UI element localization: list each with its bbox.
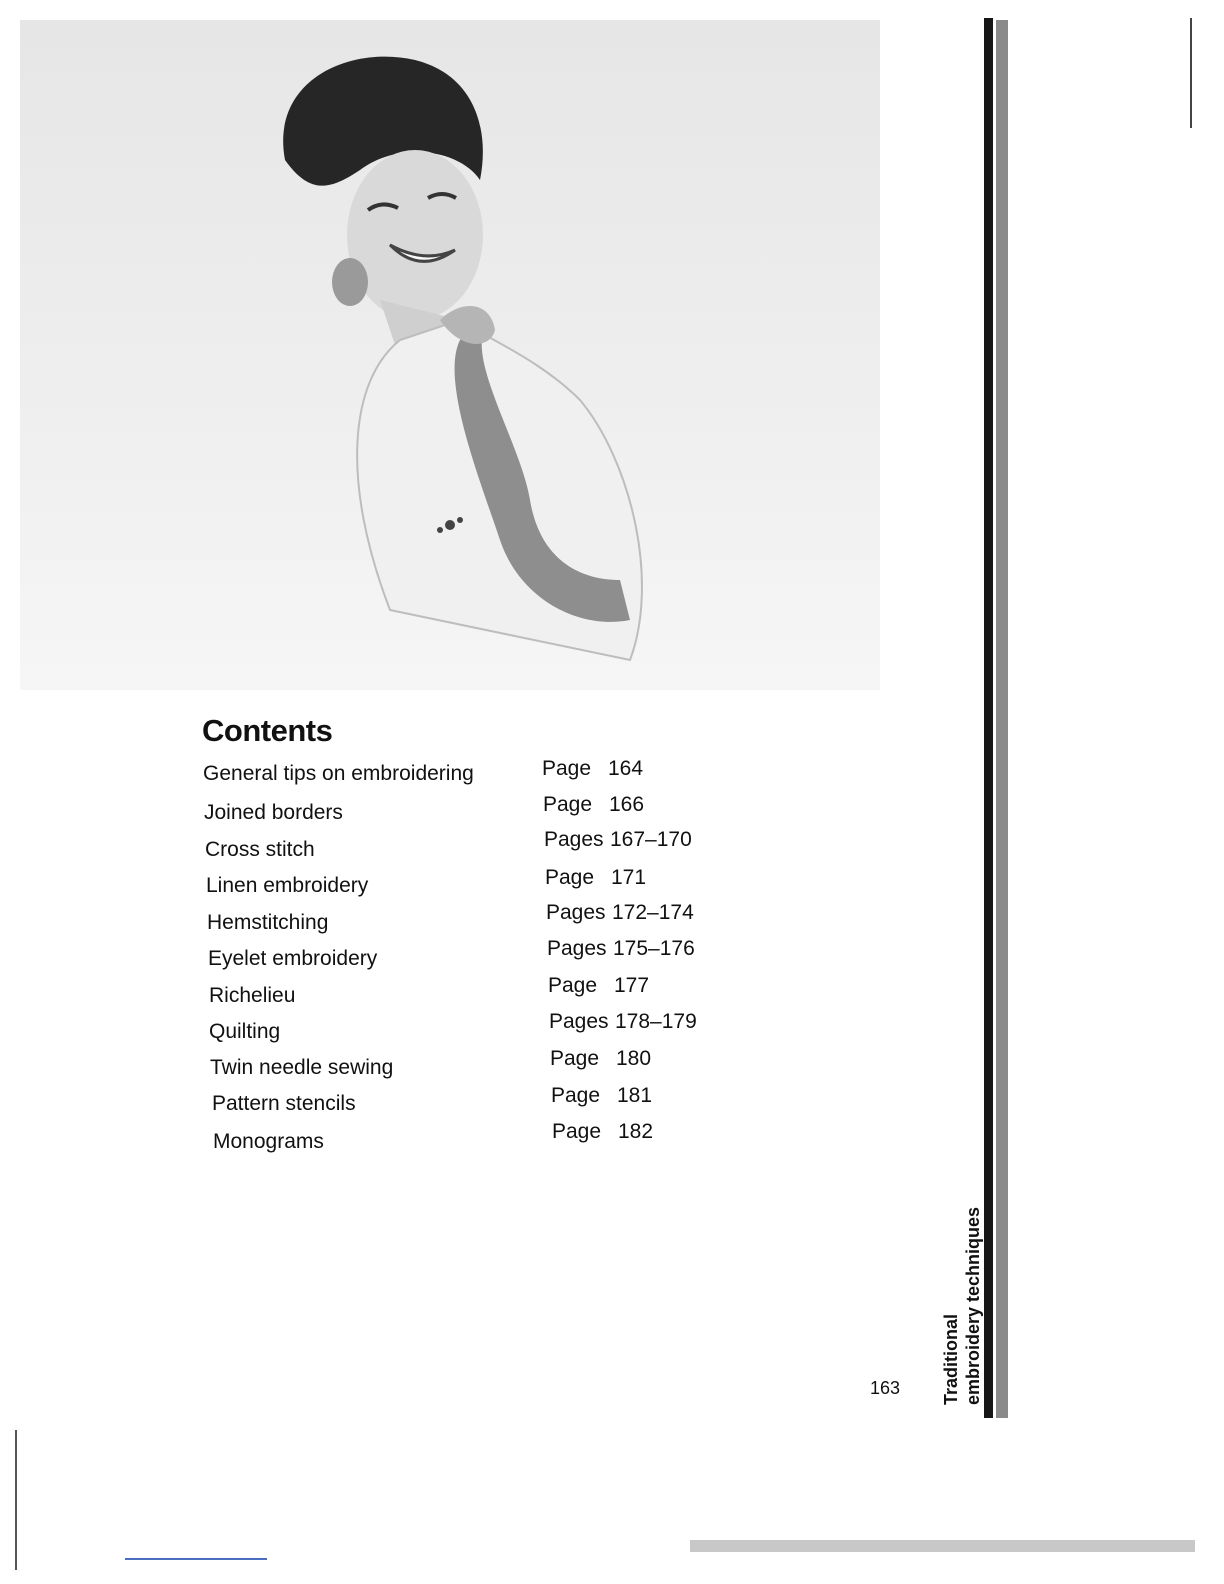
toc-page-label: Pages xyxy=(547,937,607,960)
toc-topic: Richelieu xyxy=(209,984,296,1007)
contents-heading: Contents xyxy=(202,713,333,748)
toc-page-number: 177 xyxy=(614,974,650,997)
toc-page-number: 171 xyxy=(611,866,647,889)
page-edge-mark xyxy=(1190,18,1192,128)
toc-page-ref xyxy=(546,901,694,925)
toc-topic: Twin needle sewing xyxy=(210,1056,394,1079)
page-edge-mark xyxy=(15,1430,17,1570)
toc-page-number: 167–170 xyxy=(610,828,692,851)
toc-page-number: 182 xyxy=(618,1120,654,1143)
toc-page-label: Pages xyxy=(546,901,606,924)
section-tab-label xyxy=(940,1206,984,1405)
toc-page-label: Page xyxy=(542,757,592,780)
cover-photo xyxy=(20,20,880,690)
toc-topic: Pattern stencils xyxy=(212,1092,356,1115)
bottom-scan-edge xyxy=(690,1540,1195,1552)
toc-page-ref xyxy=(550,1047,651,1071)
binding-shadow xyxy=(996,20,1008,1418)
toc-page-ref xyxy=(543,793,644,817)
toc-topic: Quilting xyxy=(209,1020,281,1043)
binding-spine xyxy=(984,18,993,1418)
toc-page-ref xyxy=(545,866,646,890)
toc-page-label: Page xyxy=(550,1047,600,1070)
toc-page-ref xyxy=(542,757,643,781)
toc-page-ref xyxy=(544,828,692,852)
toc-topic: Joined borders xyxy=(204,801,343,824)
toc-page-label: Page xyxy=(551,1084,601,1107)
toc-page-number: 181 xyxy=(617,1084,653,1107)
toc-topic: Monograms xyxy=(213,1130,324,1153)
toc-page-label: Page xyxy=(543,793,593,816)
toc-page-number: 164 xyxy=(608,757,644,780)
toc-page-ref xyxy=(549,1010,697,1034)
toc-topic: General tips on embroidering xyxy=(203,762,474,785)
page-number: 163 xyxy=(870,1378,901,1398)
section-tab-line-1: Traditional xyxy=(941,1313,961,1405)
toc-page-ref xyxy=(551,1084,652,1108)
toc-page-label: Page xyxy=(548,974,598,997)
toc-page-ref xyxy=(547,937,695,961)
toc-page-number: 178–179 xyxy=(615,1010,697,1033)
toc-topic: Eyelet embroidery xyxy=(208,947,378,970)
section-tab-line-2: embroidery techniques xyxy=(963,1206,983,1405)
toc-page-label: Pages xyxy=(549,1010,609,1033)
toc-page-number: 166 xyxy=(609,793,645,816)
bottom-accent-line xyxy=(125,1558,267,1560)
toc-page-label: Page xyxy=(545,866,595,889)
toc-page-label: Pages xyxy=(544,828,604,851)
toc-page-number: 175–176 xyxy=(613,937,695,960)
toc-page-number: 180 xyxy=(616,1047,652,1070)
toc-page-ref xyxy=(552,1120,653,1144)
toc-topic: Linen embroidery xyxy=(206,874,369,897)
toc-topic: Cross stitch xyxy=(205,838,315,861)
toc-topic: Hemstitching xyxy=(207,911,329,934)
toc-page-label: Page xyxy=(552,1120,602,1143)
toc-page-number: 172–174 xyxy=(612,901,694,924)
toc-page-ref xyxy=(548,974,649,998)
